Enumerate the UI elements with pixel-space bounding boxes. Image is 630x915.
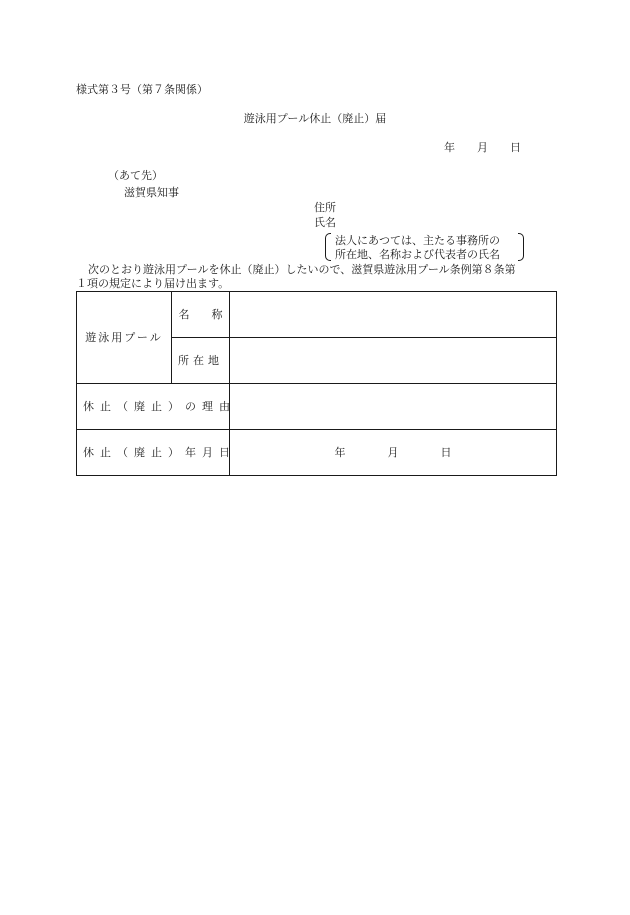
form-table (76, 291, 557, 476)
bracket-right (518, 233, 524, 261)
body-text-line1: 次のとおり遊泳用プールを休止（廃止）したいので、滋賀県遊泳用プール条例第８条第 (88, 263, 516, 276)
reason-char: の (185, 400, 196, 413)
bracket-left (325, 233, 331, 261)
date-char: （ (117, 446, 128, 459)
date-char: 止 (151, 446, 162, 459)
date-header (77, 430, 230, 476)
addressee-label: （あて先） (108, 169, 163, 182)
name-header-a: 名 (178, 308, 190, 321)
date-char: 月 (202, 446, 213, 459)
date-char: 止 (100, 446, 111, 459)
reason-header (77, 384, 230, 430)
date-day: 日 (510, 141, 521, 154)
row-reason (77, 384, 557, 430)
address-label: 住所 (314, 201, 336, 214)
reason-field[interactable] (230, 384, 557, 430)
form-number: 様式第３号（第７条関係） (76, 83, 208, 96)
row-date (77, 430, 557, 476)
body-text-line2: １項の規定により届け出ます。 (76, 277, 230, 290)
name-label: 氏名 (314, 216, 336, 229)
date-char: 年 (185, 446, 196, 459)
recipient: 滋賀県知事 (124, 186, 179, 199)
document-title: 遊泳用プール休止（廃止）届 (243, 112, 387, 125)
reason-char: 止 (151, 400, 162, 413)
reason-char: 休 (83, 400, 94, 413)
pool-location-field[interactable] (230, 338, 557, 384)
corporate-note (325, 232, 525, 260)
pool-name-field[interactable] (230, 292, 557, 338)
row-pool-name (77, 292, 557, 338)
date-char: 廃 (134, 446, 145, 459)
location-header: 所在地 (172, 338, 230, 384)
date-month: 月 (477, 141, 488, 154)
corporate-note-line1: 法人にあつては、主たる事務所の (335, 234, 500, 247)
pool-label: 遊泳用プール (77, 292, 172, 384)
suspension-year: 年 (334, 446, 346, 459)
suspension-month: 月 (387, 446, 399, 459)
suspension-date-field[interactable] (230, 430, 557, 476)
date-char: ） (168, 446, 179, 459)
suspension-day: 日 (440, 446, 452, 459)
date-char: 休 (83, 446, 94, 459)
name-header (172, 292, 230, 338)
date-char: 日 (219, 446, 230, 459)
name-header-b: 称 (211, 308, 223, 321)
date-year: 年 (444, 141, 455, 154)
submission-date (444, 142, 521, 153)
reason-char: 止 (100, 400, 111, 413)
reason-char: 廃 (134, 400, 145, 413)
reason-char: ） (168, 400, 179, 413)
reason-char: 由 (219, 400, 230, 413)
reason-char: （ (117, 400, 128, 413)
reason-char: 理 (202, 400, 213, 413)
corporate-note-line2: 所在地、名称および代表者の氏名 (335, 248, 500, 261)
